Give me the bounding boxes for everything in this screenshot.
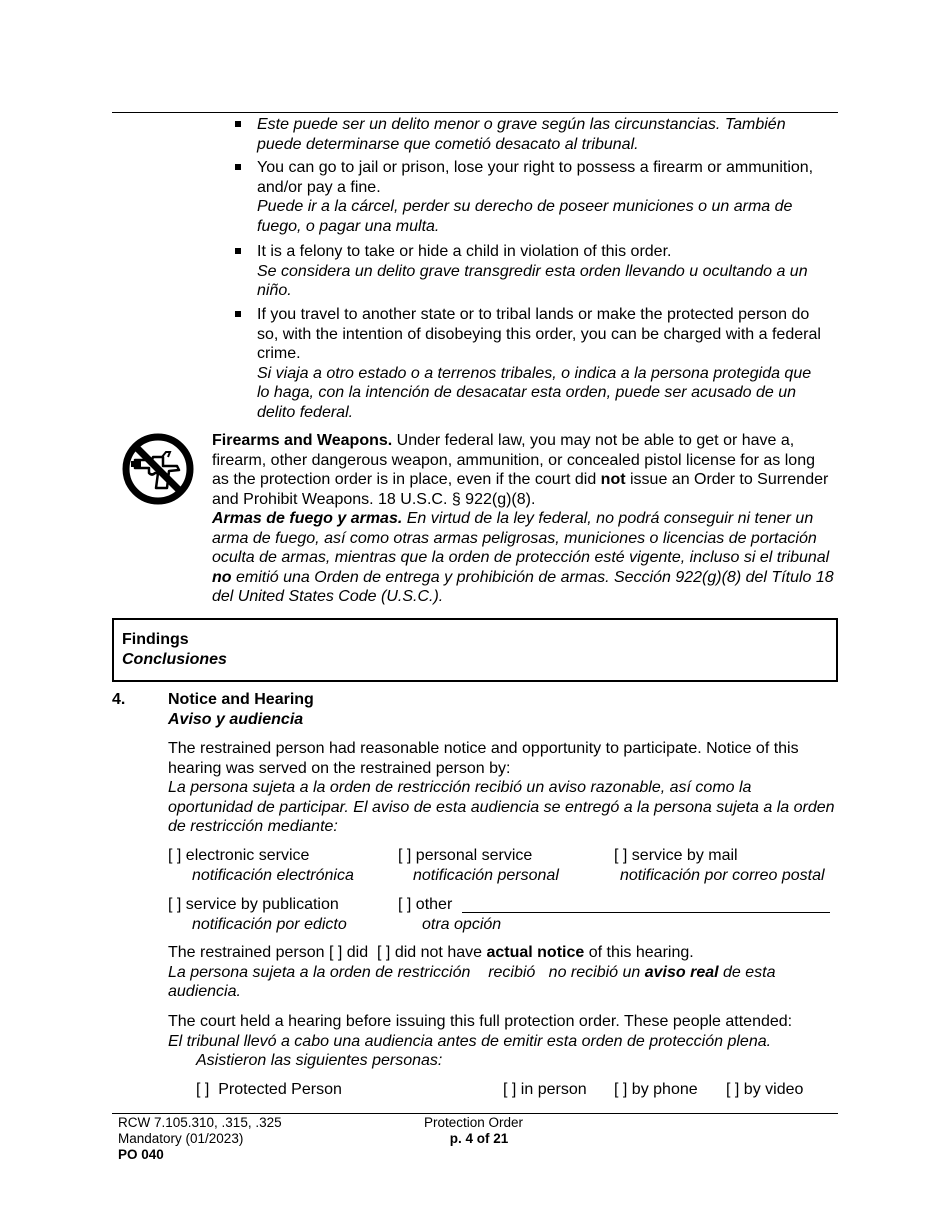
personal-service-option[interactable] (398, 846, 559, 885)
firearms-not: not (600, 471, 626, 488)
firearms-en (212, 431, 834, 509)
other-service-label: other (415, 896, 453, 913)
bullet-2-es: Puede ir a la cárcel, perder su derecho de poseer municiones o un arma de fuego, o pagar una multa. (257, 198, 793, 235)
checkbox[interactable]: [ ] (168, 847, 182, 864)
electronic-service-option[interactable] (168, 846, 354, 885)
notice-paragraph-en: The restrained person had reasonable notice and opportunity to participate. Notice of this hearing was served on the restrained person by: (168, 740, 799, 777)
checkbox[interactable]: [ ] (726, 1081, 740, 1098)
footer-page: p. 4 of 21 (449, 1131, 509, 1146)
findings-title-es: Conclusiones (122, 651, 227, 668)
actual-notice-bold: actual notice (486, 944, 585, 961)
checkbox[interactable]: [ ] (614, 847, 628, 864)
bullet-4-en: If you travel to another state or to tribal lands or make the protected person do so, with the intention of disobeying this order, you can be charged with a federal crime. (257, 306, 821, 362)
mail-service-label-es: notificación por correo postal (620, 866, 825, 884)
checkbox-did[interactable]: [ ] (328, 944, 343, 961)
did-not-label: did not have (394, 944, 483, 961)
protected-person-option[interactable] (196, 1080, 342, 1100)
bullet-2-en: You can go to jail or prison, lose your right to possess a firearm or ammunition, and/or pay a fine. (257, 159, 814, 196)
section-title-en: Notice and Hearing (168, 691, 314, 708)
actual-notice-es-4: de esta audiencia. (168, 963, 776, 1000)
publication-service-label: service by publication (185, 896, 339, 913)
electronic-service-label-es: notificación electrónica (192, 866, 354, 884)
notice-paragraph (168, 739, 840, 837)
top-rule (112, 112, 838, 113)
electronic-service-label: electronic service (185, 847, 310, 864)
bullet-4 (257, 305, 827, 422)
checkbox[interactable]: [ ] (196, 1081, 210, 1098)
hearing-paragraph (168, 1012, 840, 1071)
mail-service-label: service by mail (631, 847, 738, 864)
other-service-option[interactable] (398, 895, 501, 934)
footer-center (424, 1115, 534, 1147)
actual-notice-es-bold: aviso real (644, 963, 719, 981)
firearms-es (212, 509, 834, 607)
firearms-title-es: Armas de fuego y armas. (212, 510, 403, 527)
firearms-title-en: Firearms and Weapons. (212, 432, 393, 449)
actual-notice-es-1: La persona sujeta a la orden de restricción (168, 963, 471, 981)
bullet-4-es: Si viaja a otro estado o a terrenos tribales, o indica a la persona protegida que lo haga, con la intención de desacatar esta orden, puede ser acusado de un delito federal. (257, 364, 812, 421)
other-service-input-line[interactable] (462, 912, 830, 913)
checkbox-did-not[interactable]: [ ] (377, 944, 391, 961)
footer-mandatory: Mandatory (01/2023) (118, 1131, 244, 1146)
in-person-option[interactable] (503, 1080, 587, 1100)
footer-form-number: PO 040 (118, 1147, 164, 1162)
bullet-3-es: Se considera un delito grave transgredir esta orden llevando u ocultando a un niño. (257, 262, 808, 299)
firearms-text-es-1: En virtud de la ley federal, no podrá conseguir ni tener un arma de fuego, así como otras armas peligrosas, municiones o licencias de portación oculta de armas, mientras que la orden de protección esté vigente, incluso si el tribunal (212, 510, 830, 566)
bullet-1-es: Este puede ser un delito menor o grave según las circunstancias. También puede determinarse que cometió desacato al tribunal. (257, 116, 786, 153)
findings-title-en: Findings (122, 631, 189, 648)
bullet-3-en: It is a felony to take or hide a child in violation of this order. (257, 243, 672, 260)
in-person-label: in person (520, 1081, 587, 1098)
bullet-marker (235, 121, 241, 127)
findings-box (112, 618, 838, 682)
firearms-notice (212, 431, 834, 607)
by-video-option[interactable] (726, 1080, 803, 1100)
firearms-text-en-2: issue an Order to Surrender and Prohibit Weapons. 18 U.S.C. § 922(g)(8). (212, 471, 829, 508)
footer-rule (112, 1113, 838, 1114)
footer-left (118, 1115, 282, 1163)
footer-rcw: RCW 7.105.310, .315, .325 (118, 1115, 282, 1130)
bullet-marker (235, 164, 241, 170)
personal-service-label: personal service (415, 847, 533, 864)
by-video-label: by video (743, 1081, 804, 1098)
by-phone-label: by phone (631, 1081, 698, 1098)
publication-service-option[interactable] (168, 895, 347, 934)
firearms-no: no (212, 568, 232, 586)
hearing-es-1: El tribunal llevó a cabo una audiencia antes de emitir esta orden de protección plena. (168, 1032, 772, 1050)
firearms-text-es-2: emitió una Orden de entrega y prohibición de armas. Sección 922(g)(8) del Título 18 del United States Code (U.S.C.). (212, 568, 834, 605)
actual-notice-es (168, 963, 828, 1002)
bullet-2 (257, 158, 827, 236)
actual-notice-en (168, 943, 828, 963)
actual-notice-es-3: no recibió un (548, 963, 641, 981)
bullet-marker (235, 248, 241, 254)
section-number: 4. (112, 691, 126, 708)
other-service-label-es: otra opción (422, 915, 502, 933)
checkbox[interactable]: [ ] (398, 847, 412, 864)
mail-service-option[interactable] (614, 846, 825, 885)
personal-service-label-es: notificación personal (413, 866, 559, 884)
hearing-en: The court held a hearing before issuing this full protection order. These people attended: (168, 1013, 793, 1030)
checkbox[interactable]: [ ] (398, 896, 412, 913)
checkbox[interactable]: [ ] (614, 1081, 628, 1098)
bullet-3 (257, 242, 827, 301)
did-label: did (346, 944, 369, 961)
by-phone-option[interactable] (614, 1080, 698, 1100)
checkbox[interactable]: [ ] (168, 896, 182, 913)
protected-person-label: Protected Person (218, 1081, 342, 1098)
firearms-text-en-1: Under federal law, you may not be able to get or have a, firearm, other dangerous weapon, ammunition, or concealed pistol license for as long as the protection order is in place, even if the court did (212, 432, 815, 488)
footer-title: Protection Order (424, 1115, 524, 1130)
bullet-marker (235, 311, 241, 317)
actual-notice-es-2: recibió (488, 963, 536, 981)
publication-service-label-es: notificación por edicto (192, 915, 347, 933)
checkbox[interactable]: [ ] (503, 1081, 517, 1098)
section-title-es: Aviso y audiencia (168, 711, 304, 728)
actual-notice-post: of this hearing. (588, 944, 694, 961)
hearing-es-2: Asistieron las siguientes personas: (196, 1052, 443, 1069)
notice-paragraph-es: La persona sujeta a la orden de restricción recibió un aviso razonable, así como la oportunidad de participar. El aviso de esta audiencia se entregó a la persona sujeta a la orden de restricción mediante: (168, 779, 835, 835)
no-firearms-icon (119, 430, 197, 508)
actual-notice-pre: The restrained person (168, 944, 325, 961)
actual-notice (168, 943, 828, 1002)
